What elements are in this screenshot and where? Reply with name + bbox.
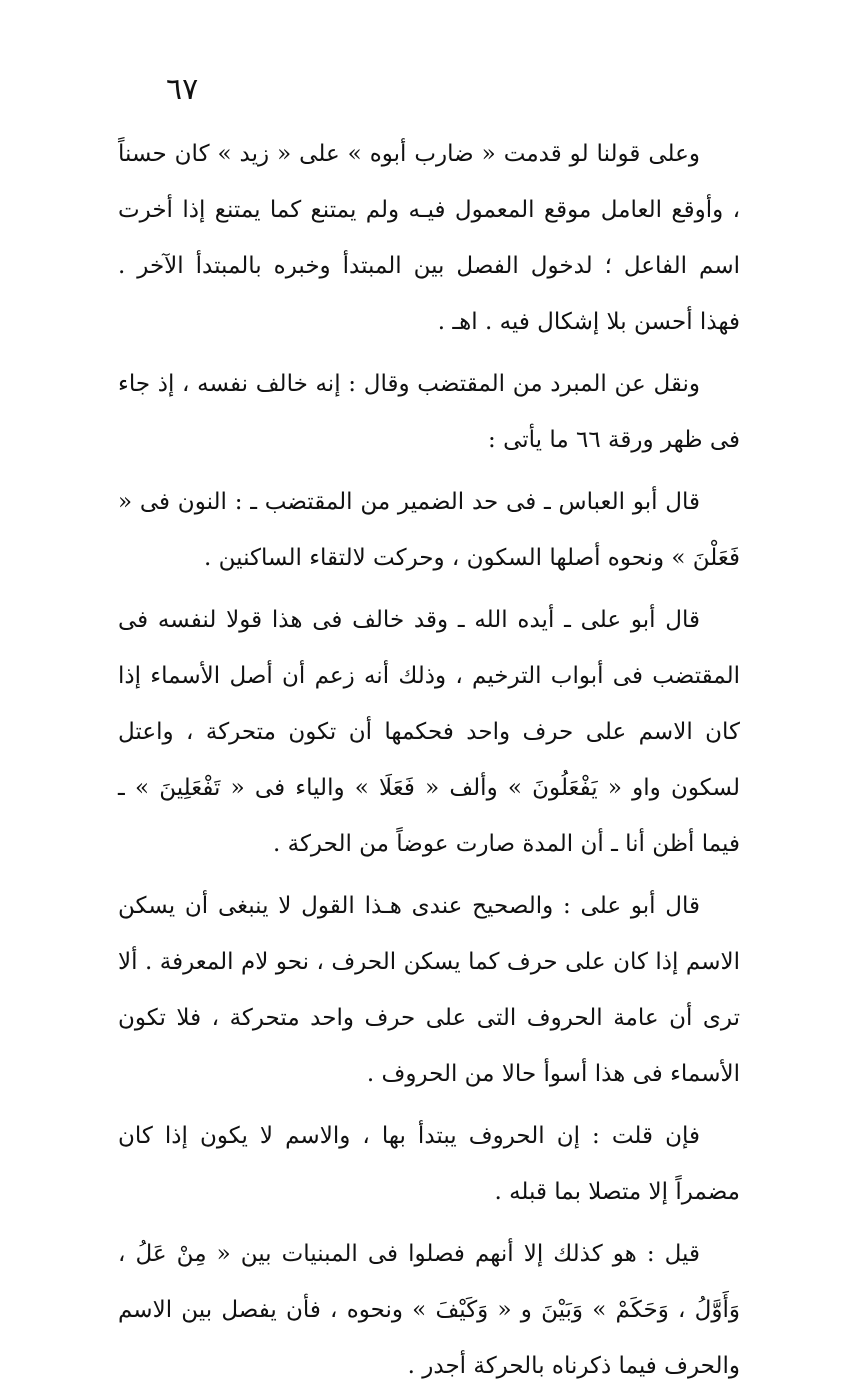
page-number: ٦٧ bbox=[166, 72, 199, 107]
paragraph-5: قال أبو على : والصحيح عندى هـذا القول لا ينبغى أن يسكن الاسم إذا كان على حرف كما يسكن الحرف ، نحو لام المعرفة . ألا ترى أن عامة الحروف التى على حرف واحد متحركة ، فلا تكون الأسماء فى هذا أسوأ حالا من الحروف . bbox=[118, 893, 740, 1087]
paragraph-2: ونقل عن المبرد من المقتضب وقال : إنه خالف نفسه ، إذ جاء فى ظهر ورقة ٦٦ ما يأتى : bbox=[118, 371, 740, 453]
page-body bbox=[118, 126, 740, 1400]
paragraph-1: وعلى قولنا لو قدمت « ضارب أبوه » على « زيد » كان حسناً ، وأوقع العامل موقع المعمول فيـه ولم يمتنع كما يمتنع إذا أخرت اسم الفاعل ؛ لدخول الفصل بين المبتدأ وخبره بالمبتدأ الآخر . فهذا أحسن بلا إشكال فيه . اهـ . bbox=[118, 141, 740, 335]
paragraph-3: قال أبو العباس ـ فى حد الضمير من المقتضب ـ : النون فى « فَعَلْنَ » ونحوه أصلها السكون ، وحركت لالتقاء الساكنين . bbox=[118, 489, 740, 571]
paragraph-7: قيل : هو كذلك إلا أنهم فصلوا فى المبنيات بين « مِنْ عَلُ ، وَأَوَّلُ ، وَحَكَمْ » وَبَيْنَ و « وَكَيْفَ » ونحوه ، فأن يفصل بين الاسم والحرف فيما ذكرناه بالحركة أجدر . bbox=[118, 1241, 740, 1379]
paragraph-6: فإن قلت : إن الحروف يبتدأ بها ، والاسم لا يكون إذا كان مضمراً إلا متصلا بما قبله . bbox=[118, 1123, 740, 1205]
paragraph-4: قال أبو على ـ أيده الله ـ وقد خالف فى هذا قولا لنفسه فى المقتضب فى أبواب الترخيم ، وذلك أنه زعم أن أصل الأسماء إذا كان الاسم على حرف واحد فحكمها أن تكون متحركة ، واعتل لسكون واو « يَفْعَلُونَ » وألف « فَعَلَا » والياء فى « تَفْعَلِينَ » ـ فيما أظن أنا ـ أن المدة صارت عوضاً من الحركة . bbox=[118, 607, 740, 857]
